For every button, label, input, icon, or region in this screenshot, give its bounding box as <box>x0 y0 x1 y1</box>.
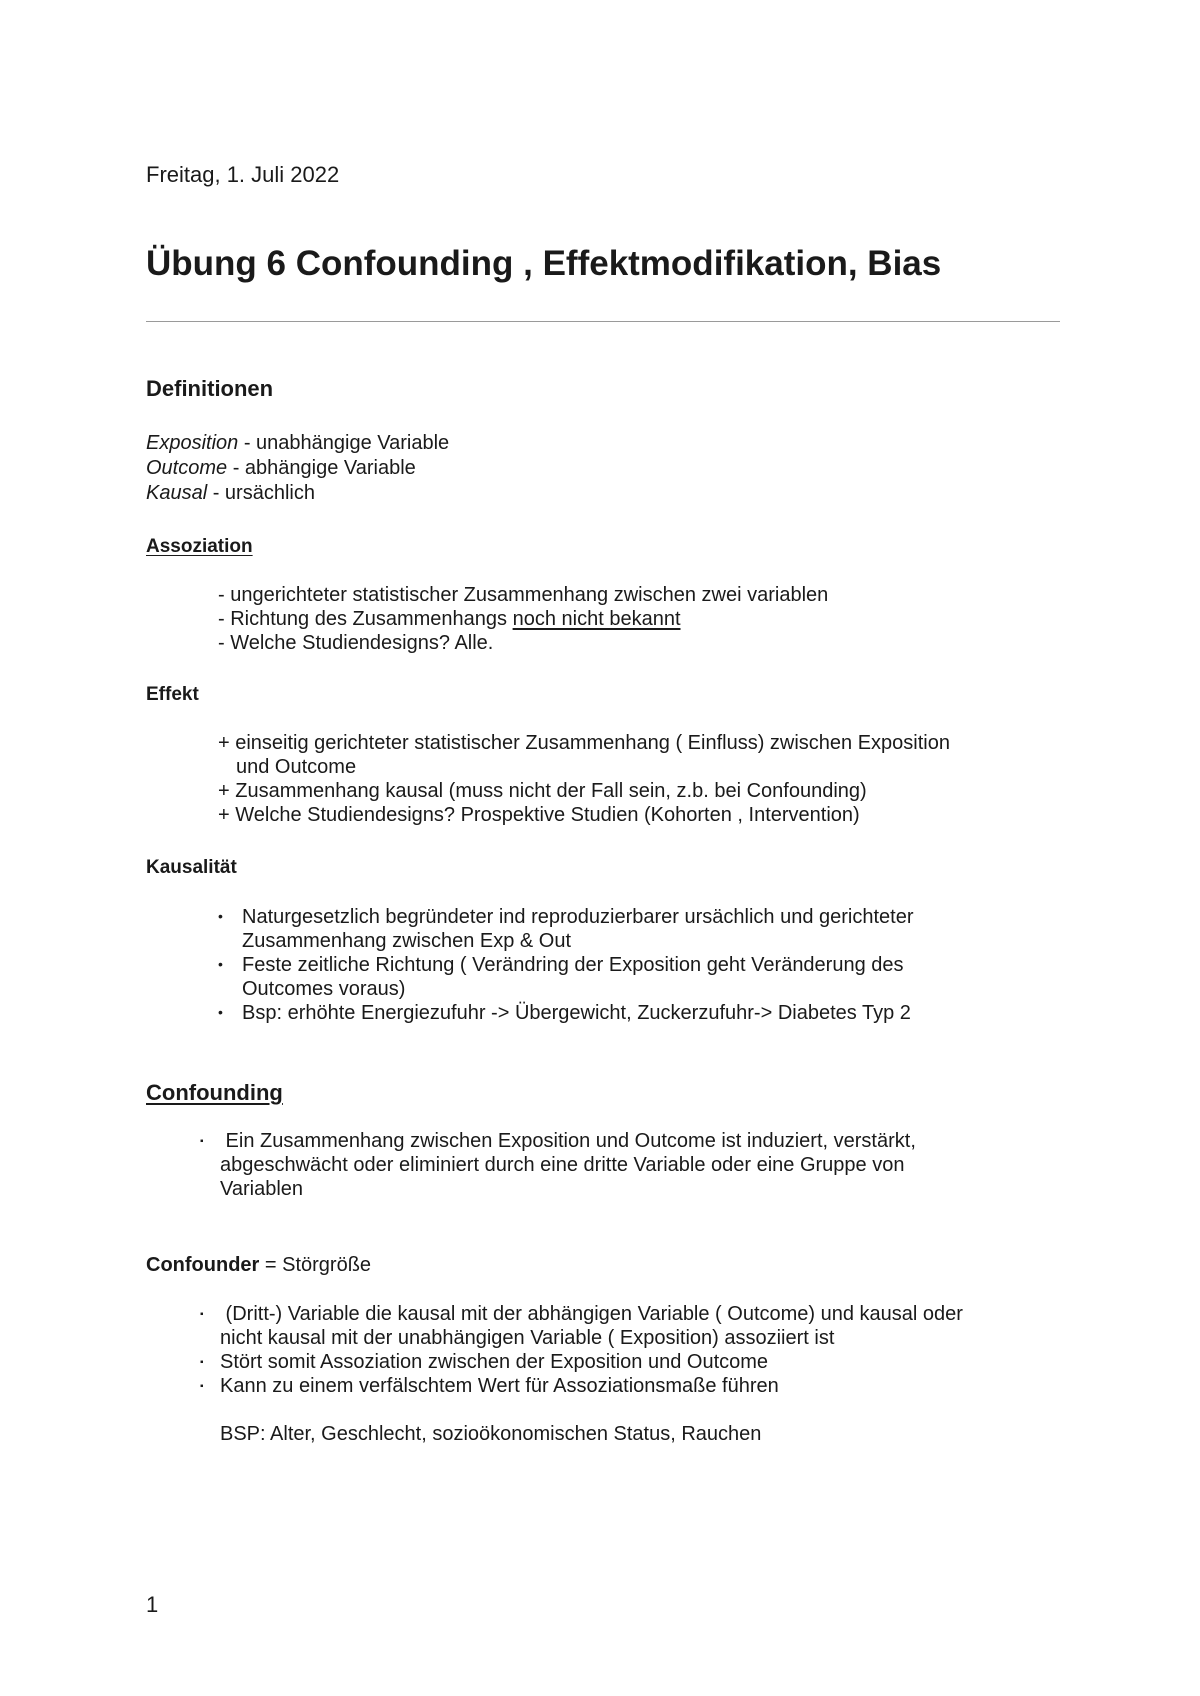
bullet-square: ▪ <box>200 1309 204 1320</box>
bullet-square: ▪ <box>200 1357 204 1368</box>
confounder-example: BSP: Alter, Geschlecht, sozioökonomischen Status, Rauchen <box>220 1423 762 1445</box>
assoziation-line: - ungerichteter statistischer Zusammenhang zwischen zwei variablen <box>218 584 829 606</box>
list-item-text: Ein Zusammenhang zwischen Exposition und Outcome ist induziert, verstärkt, <box>220 1130 916 1152</box>
definition-text: - ursächlich <box>207 482 315 504</box>
definition-text: - abhängige Variable <box>227 457 416 479</box>
list-item-text: Kann zu einem verfälschtem Wert für Assoziationsmaße führen <box>220 1375 779 1397</box>
bullet-square: ▪ <box>200 1381 204 1392</box>
bullet-dot: • <box>218 956 223 972</box>
assoziation-emphasis: noch nicht bekannt <box>512 608 681 630</box>
page-title: Übung 6 Confounding , Effektmodifikation, Bias <box>146 244 942 283</box>
section-heading-effekt: Effekt <box>146 684 199 705</box>
confounder-term: Confounder <box>146 1254 260 1276</box>
document-date: Freitag, 1. Juli 2022 <box>146 162 340 187</box>
list-item-continuation: Outcomes voraus) <box>242 978 406 1000</box>
confounder-definition <box>146 1254 371 1277</box>
list-item-text: Feste zeitliche Richtung ( Verändring der Exposition geht Veränderung des <box>242 954 904 976</box>
list-item-text: Naturgesetzlich begründeter ind reproduzierbarer ursächlich und gerichteter <box>242 906 914 928</box>
assoziation-line <box>218 608 681 631</box>
list-item-continuation: nicht kausal mit der unabhängigen Variable ( Exposition) assoziiert ist <box>220 1327 835 1349</box>
list-item-continuation: abgeschwächt oder eliminiert durch eine dritte Variable oder eine Gruppe von <box>220 1154 905 1176</box>
list-item <box>218 954 904 977</box>
title-divider <box>146 321 1060 322</box>
list-item-continuation: Variablen <box>220 1178 304 1200</box>
list-item <box>200 1351 768 1374</box>
assoziation-line: - Welche Studiendesigns? Alle. <box>218 632 494 654</box>
effekt-line: + einseitig gerichteter statistischer Zusammenhang ( Einfluss) zwischen Exposition <box>218 732 950 754</box>
list-item <box>218 906 913 929</box>
effekt-line: + Zusammenhang kausal (muss nicht der Fall sein, z.b. bei Confounding) <box>218 780 867 802</box>
definition-kausal <box>146 482 315 505</box>
list-item <box>200 1375 779 1398</box>
section-heading-kausalitaet: Kausalität <box>146 857 237 878</box>
section-heading-assoziation: Assoziation <box>146 536 253 557</box>
list-item-continuation: Zusammenhang zwischen Exp & Out <box>242 930 572 952</box>
definition-term: Outcome <box>146 457 228 479</box>
list-item <box>200 1303 963 1326</box>
effekt-line: + Welche Studiendesigns? Prospektive Studien (Kohorten , Intervention) <box>218 804 860 826</box>
section-heading-definitionen: Definitionen <box>146 376 274 401</box>
definition-outcome <box>146 457 416 480</box>
definition-exposition <box>146 432 449 455</box>
definition-term: Exposition <box>146 432 239 454</box>
effekt-line-continuation: und Outcome <box>236 756 357 778</box>
bullet-dot: • <box>218 908 223 924</box>
list-item <box>200 1130 916 1153</box>
definition-term: Kausal <box>146 482 208 504</box>
definition-text: - unabhängige Variable <box>238 432 450 454</box>
confounder-desc: = Störgröße <box>259 1254 372 1276</box>
section-heading-confounding: Confounding <box>146 1080 283 1105</box>
bullet-dot: • <box>218 1004 223 1020</box>
list-item-text: Stört somit Assoziation zwischen der Exposition und Outcome <box>220 1351 769 1373</box>
list-item <box>218 1002 911 1025</box>
list-item-text: Bsp: erhöhte Energiezufuhr -> Übergewicht, Zuckerzufuhr-> Diabetes Typ 2 <box>242 1002 911 1024</box>
page-number: 1 <box>146 1592 159 1617</box>
list-item-text: (Dritt-) Variable die kausal mit der abhängigen Variable ( Outcome) und kausal oder <box>220 1303 963 1325</box>
assoziation-text: - Richtung des Zusammenhangs <box>218 608 513 630</box>
bullet-square: ▪ <box>200 1136 204 1147</box>
